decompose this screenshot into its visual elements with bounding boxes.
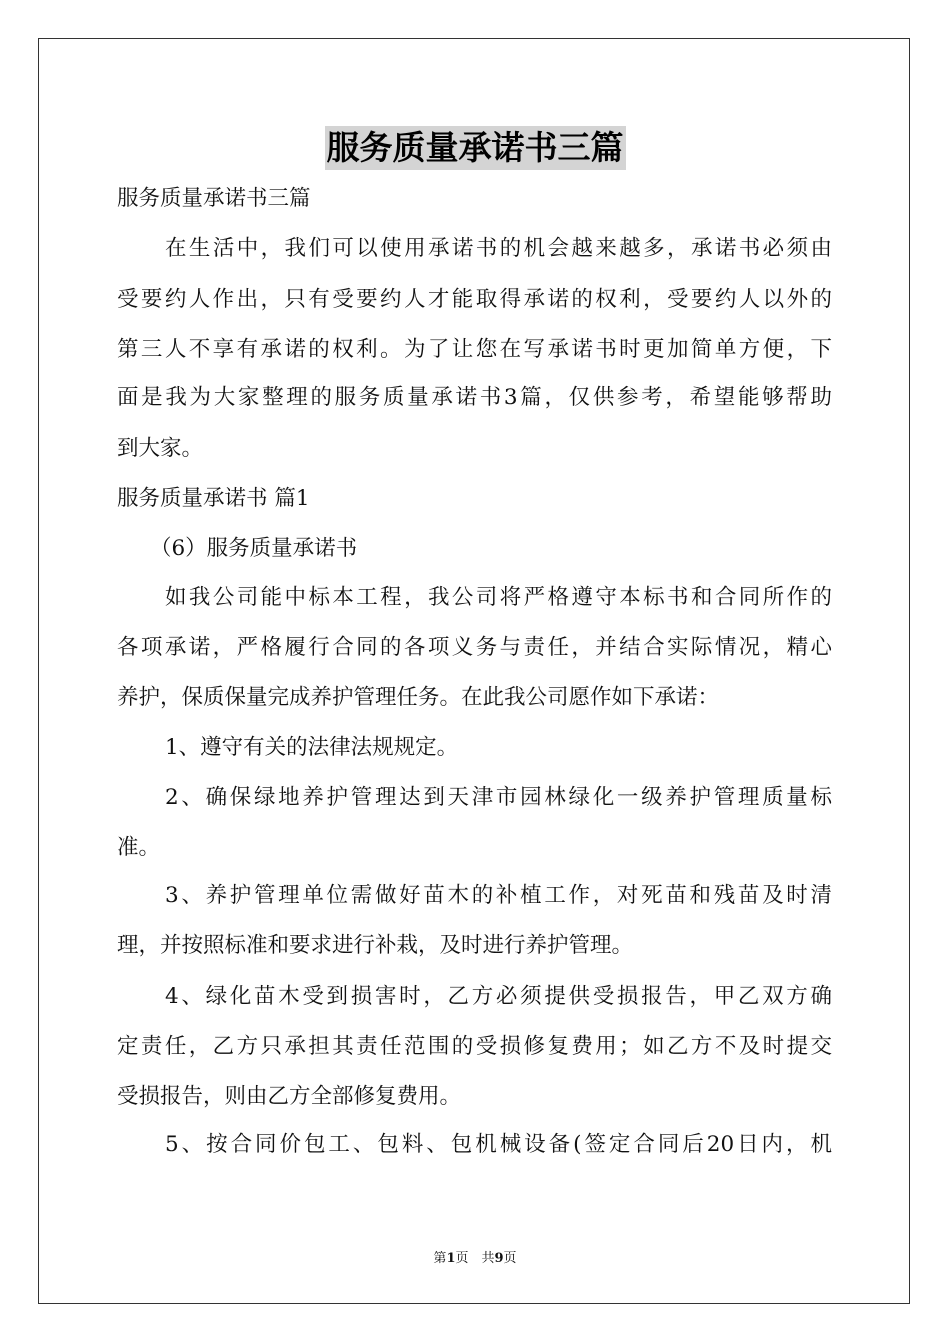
item-3-line-2: 理，并按照标准和要求进行补栽，及时进行养护管理。 (117, 933, 634, 958)
intro-line-3: 第三人不享有承诺的权利。为了让您在写承诺书时更加简单方便，下 (117, 337, 832, 362)
section-heading: 服务质量承诺书 篇1 (117, 486, 310, 511)
subsection-heading: （6）服务质量承诺书 (150, 536, 358, 561)
intro-line-5: 到大家。 (117, 436, 204, 461)
subtitle-line: 服务质量承诺书三篇 (117, 186, 311, 211)
footer-prefix: 第 (433, 1251, 447, 1266)
body-line-3: 养护，保质保量完成养护管理任务。在此我公司愿作如下承诺： (117, 685, 720, 710)
item-4-line-2: 定责任，乙方只承担其责任范围的受损修复费用；如乙方不及时提交 (117, 1034, 832, 1059)
footer-suffix: 页 (503, 1251, 517, 1266)
footer-total-pages: 9 (494, 1251, 504, 1266)
item-4-line-3: 受损报告，则由乙方全部修复费用。 (117, 1084, 462, 1109)
body-line-1: 如我公司能中标本工程，我公司将严格遵守本标书和合同所作的 (165, 585, 832, 610)
title-container (0, 126, 950, 170)
item-4-line-1: 4、绿化苗木受到损害时，乙方必须提供受损报告，甲乙双方确 (165, 984, 832, 1009)
footer-current-page: 1 (446, 1251, 456, 1266)
item-5-line-1: 5、按合同价包工、包料、包机械设备(签定合同后20日内，机 (165, 1132, 832, 1157)
intro-line-2: 受要约人作出，只有受要约人才能取得承诺的权利，受要约人以外的 (117, 287, 832, 312)
item-3-line-1: 3、养护管理单位需做好苗木的补植工作，对死苗和残苗及时清 (165, 883, 832, 908)
footer-mid: 页 共 (455, 1251, 495, 1266)
page-number-footer (0, 1247, 950, 1266)
item-1-line-1: 1、遵守有关的法律法规规定。 (165, 735, 459, 760)
body-line-2: 各项承诺，严格履行合同的各项义务与责任，并结合实际情况，精心 (117, 635, 832, 660)
document-title: 服务质量承诺书三篇 (325, 126, 626, 170)
intro-line-4: 面是我为大家整理的服务质量承诺书3篇，仅供参考，希望能够帮助 (117, 385, 832, 410)
item-2-line-2: 准。 (117, 835, 161, 860)
item-2-line-1: 2、确保绿地养护管理达到天津市园林绿化一级养护管理质量标 (165, 785, 832, 810)
page-border (38, 38, 910, 1304)
intro-line-1: 在生活中，我们可以使用承诺书的机会越来越多，承诺书必须由 (165, 236, 832, 261)
